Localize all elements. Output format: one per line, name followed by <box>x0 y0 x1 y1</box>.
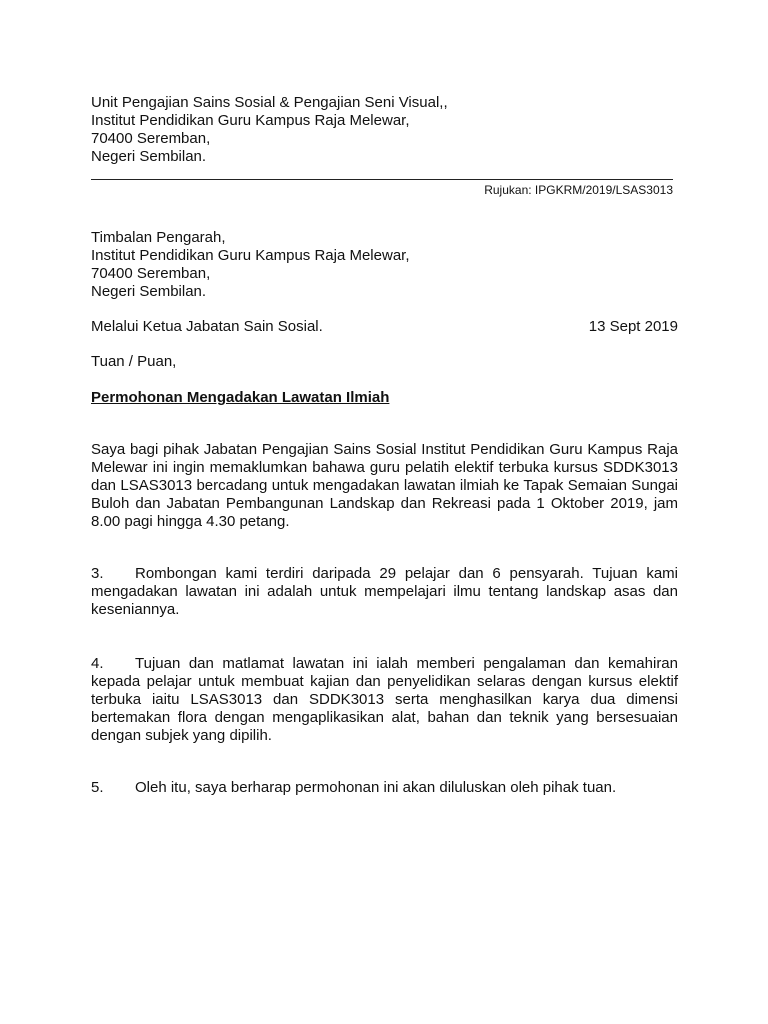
paragraph-text: Tujuan dan matlamat lawatan ini ialah memberi pengalaman dan kemahiran kepada pelajar untuk membuat kajian dan penyelidikan selaras dengan kursus elektif terbuka iaitu LSAS3013 dan SDDK3013 serta menghasilkan karya dua dimensi bertemakan flora dengan mengaplikasikan alat, bahan dan teknik yang bersesuaian dengan subjek yang dipilih. <box>91 655 678 744</box>
sender-line: Institut Pendidikan Guru Kampus Raja Melewar, <box>91 112 410 129</box>
via-date-row <box>91 318 678 336</box>
recipient-line: Negeri Sembilan. <box>91 283 207 300</box>
paragraph-1 <box>91 441 678 531</box>
via-line: Melalui Ketua Jabatan Sain Sosial. <box>91 318 323 335</box>
paragraph-5 <box>91 779 678 797</box>
paragraph-number: 4. <box>91 655 104 672</box>
recipient-address <box>91 229 678 301</box>
sender-line: Negeri Sembilan. <box>91 148 207 165</box>
letter-subject: Permohonan Mengadakan Lawatan Ilmiah <box>91 389 390 406</box>
paragraph-text: Oleh itu, saya berharap permohonan ini akan diluluskan oleh pihak tuan. <box>135 779 617 796</box>
recipient-line: Timbalan Pengarah, <box>91 229 226 246</box>
paragraph-text: Rombongan kami terdiri daripada 29 pelajar dan 6 pensyarah. Tujuan kami mengadakan lawatan ini adalah untuk mempelajari ilmu tentang landskap asas dan keseniannya. <box>91 565 678 618</box>
header-divider <box>91 179 673 180</box>
sender-address <box>91 94 678 166</box>
recipient-line: Institut Pendidikan Guru Kampus Raja Melewar, <box>91 247 410 264</box>
sender-line: Unit Pengajian Sains Sosial & Pengajian Seni Visual,, <box>91 94 448 111</box>
paragraph-number: 5. <box>91 779 104 796</box>
sender-line: 70400 Seremban, <box>91 130 211 147</box>
salutation: Tuan / Puan, <box>91 353 177 370</box>
paragraph-text: Saya bagi pihak Jabatan Pengajian Sains Sosial Institut Pendidikan Guru Kampus Raja Melewar ini ingin memaklumkan bahawa guru pelatih elektif terbuka kursus SDDK3013 dan LSAS3013 bercadang untuk mengadakan lawatan ilmiah ke Tapak Semaian Sungai Buloh dan Jabatan Pembangunan Landskap dan Rekreasi pada 1 Oktober 2019, jam 8.00 pagi hingga 4.30 petang. <box>91 441 678 530</box>
paragraph-4 <box>91 655 678 745</box>
letter-date: 13 Sept 2019 <box>588 318 678 335</box>
paragraph-number: 3. <box>91 565 104 582</box>
recipient-line: 70400 Seremban, <box>91 265 211 282</box>
paragraph-3 <box>91 565 678 619</box>
reference-number: Rujukan: IPGKRM/2019/LSAS3013 <box>484 183 673 197</box>
